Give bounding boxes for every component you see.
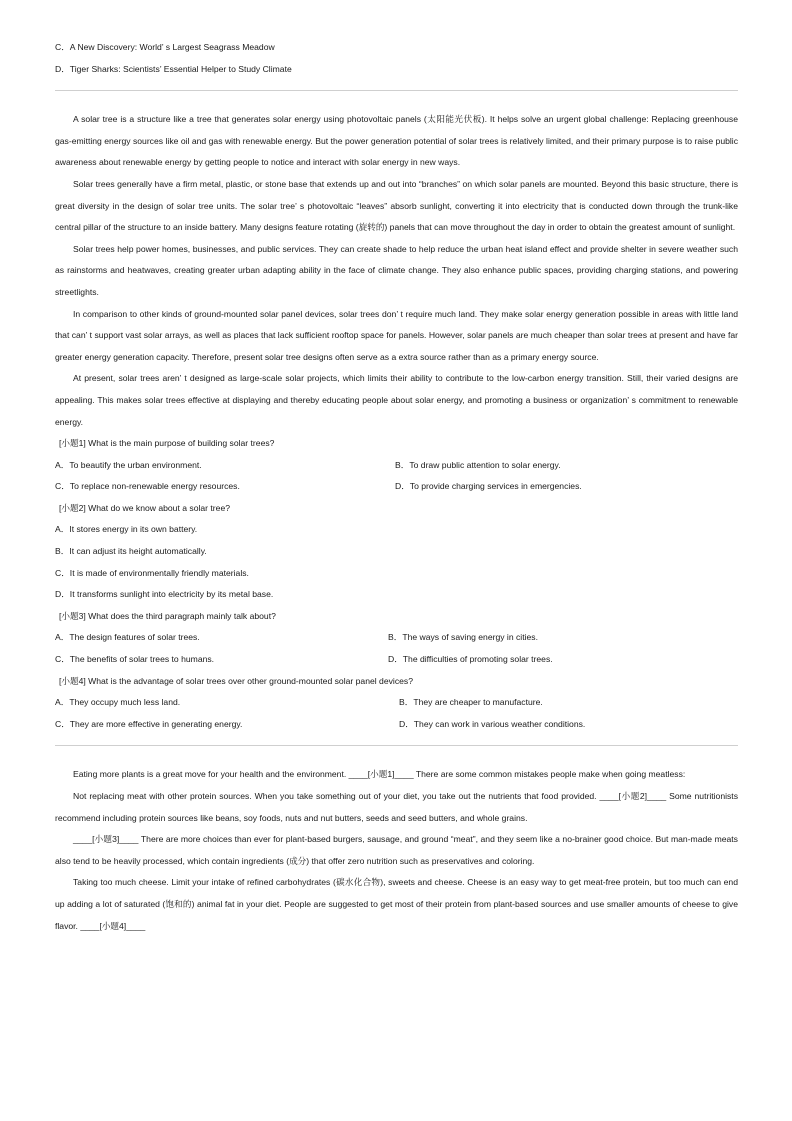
question-4-options-row — [55, 714, 738, 736]
option-a[interactable]: A．To beautify the urban environment. — [55, 459, 202, 470]
option-a[interactable]: A．They occupy much less land. — [55, 697, 181, 708]
question-1-options-row — [55, 476, 738, 498]
paragraph — [55, 829, 738, 872]
paragraph-text: Some nutritionists recommend including protein sources like beans, soy foods, nuts and nut butters, seeds and seed butters, and whole grains. — [55, 791, 738, 823]
question-1-options-row — [55, 455, 738, 477]
option-b[interactable]: B．To draw public attention to solar energy. — [395, 459, 561, 470]
exam-page — [55, 37, 738, 937]
question-4-stem: [小题4] What is the advantage of solar trees over other ground-mounted solar panel devices? — [59, 675, 413, 686]
option-a[interactable]: A．The design features of solar trees. — [55, 632, 200, 643]
paragraph: At present, solar trees aren’ t designed as large-scale solar projects, which limits their ability to contribute to the low-carbon energy transition. Still, their varied designs are appealing. This makes solar trees effective at displaying and thereby educating people about solar energy, and promoting a business or organization’ s commitment to renewable energy. — [55, 373, 738, 427]
option-a[interactable]: A．It stores energy in its own battery. — [55, 524, 198, 535]
option-b[interactable]: B．The ways of saving energy in cities. — [388, 632, 538, 643]
paragraph: Solar trees help power homes, businesses, and public services. They can create shade to help reduce the urban heat island effect and provide shelter in severe weather such as rainstorms and heatwaves, creating greater urban adapting ability in the face of climate change. They also enhance public spaces, providing charging stations, and powering streetlights. — [55, 243, 738, 297]
option-c[interactable]: C．It is made of environmentally friendly materials. — [55, 567, 249, 578]
passage-solar-trees — [55, 109, 738, 735]
paragraph-text: Taking too much cheese. Limit your intake of refined carbohydrates (碳水化合物), sweets and cheese. Cheese is an easy way to get meat-free protein, but too much can end up adding a lot of saturated (饱和的) animal fat in your diet. People are suggested to get most of their protein from plant-based sources and use smaller amounts of cheese to give flavor. — [55, 877, 738, 931]
question-3-options-row — [55, 627, 738, 649]
blank-2[interactable]: ____[小题2]____ — [599, 791, 667, 801]
option-d[interactable]: D．It transforms sunlight into electricity by its metal base. — [55, 589, 274, 600]
divider — [55, 745, 738, 746]
paragraph-text: Not replacing meat with other protein sources. When you take something out of your diet, you take out the nutrients that food provided. — [73, 791, 600, 801]
prev-option-d: D．Tiger Sharks: Scientists’ Essential Helper to Study Climate — [55, 63, 292, 74]
question-3-options-row — [55, 649, 738, 671]
paragraph: Solar trees generally have a firm metal, plastic, or stone base that extends up and out into “branches” on which solar panels are mounted. Beyond this basic structure, there is great diversity in the design of solar tree units. The solar tree’ s photovoltaic “leaves” absorb sunlight, converting it into electricity that is conducted down through the trunk-like central pillar of the structure to an inside battery. Many designs feature rotating (旋转的) panels that can move throughout the day in order to obtain the greatest amount of sunlight. — [55, 178, 738, 233]
option-c[interactable]: C．The benefits of solar trees to humans. — [55, 654, 215, 665]
paragraph: A solar tree is a structure like a tree that generates solar energy using photovoltaic panels (太阳能光伏板). It helps solve an urgent global challenge: Replacing greenhouse gas-emitting energy sources like oil and gas with renewable energy. But the power generation potential of solar trees is relatively limited, and their primary purpose is to raise public awareness about renewable energy by getting people to notice and interact with solar energy in new ways. — [55, 114, 738, 168]
prev-option-c: C．A New Discovery: World’ s Largest Seagrass Meadow — [55, 42, 275, 52]
option-d[interactable]: D．The difficulties of promoting solar trees. — [388, 654, 553, 665]
question-2-stem: [小题2] What do we know about a solar tree? — [59, 502, 231, 513]
question-4-options-row — [55, 692, 738, 714]
paragraph — [55, 786, 738, 829]
option-b[interactable]: B．They are cheaper to manufacture. — [399, 697, 543, 708]
paragraph-text: There are some common mistakes people make when going meatless: — [413, 769, 686, 780]
paragraph-text: There are more choices than ever for plant-based burgers, sausage, and ground “meat”, and they seem like a no-brainer good choice. But man-made meats also tend to be heavily processed, which contain ingredients (成分) that offer zero nutrition such as preservatives and coloring. — [55, 834, 738, 866]
option-b[interactable]: B．It can adjust its height automatically. — [55, 546, 207, 557]
paragraph — [55, 764, 738, 786]
blank-3[interactable]: ____[小题3]____ — [73, 834, 139, 845]
option-c[interactable]: C．To replace non-renewable energy resources. — [55, 481, 240, 492]
passage-going-meatless — [55, 764, 738, 937]
paragraph-text: Eating more plants is a great move for your health and the environment. — [73, 769, 349, 780]
question-3-stem: [小题3] What does the third paragraph mainly talk about? — [59, 610, 276, 621]
paragraph — [55, 872, 738, 937]
option-d[interactable]: D．They can work in various weather conditions. — [399, 718, 586, 729]
blank-4[interactable]: ____[小题4]____ — [80, 920, 146, 931]
option-c[interactable]: C．They are more effective in generating energy. — [55, 718, 243, 729]
blank-1[interactable]: ____[小题1]____ — [348, 769, 414, 780]
paragraph: In comparison to other kinds of ground-mounted solar panel devices, solar trees don’ t require much land. They make solar energy generation possible in areas with little land that can’ t support vast solar arrays, as well as places that lack sufficient rooftop space for panels. However, solar panels are much cheaper than solar trees at present and have far greater energy generation capacity. Therefore, present solar tree designs often serve as a extra source rather than as a primary energy source. — [55, 308, 738, 362]
option-d[interactable]: D．To provide charging services in emergencies. — [395, 481, 582, 492]
divider — [55, 90, 738, 91]
question-1-stem: [小题1] What is the main purpose of building solar trees? — [59, 438, 275, 449]
